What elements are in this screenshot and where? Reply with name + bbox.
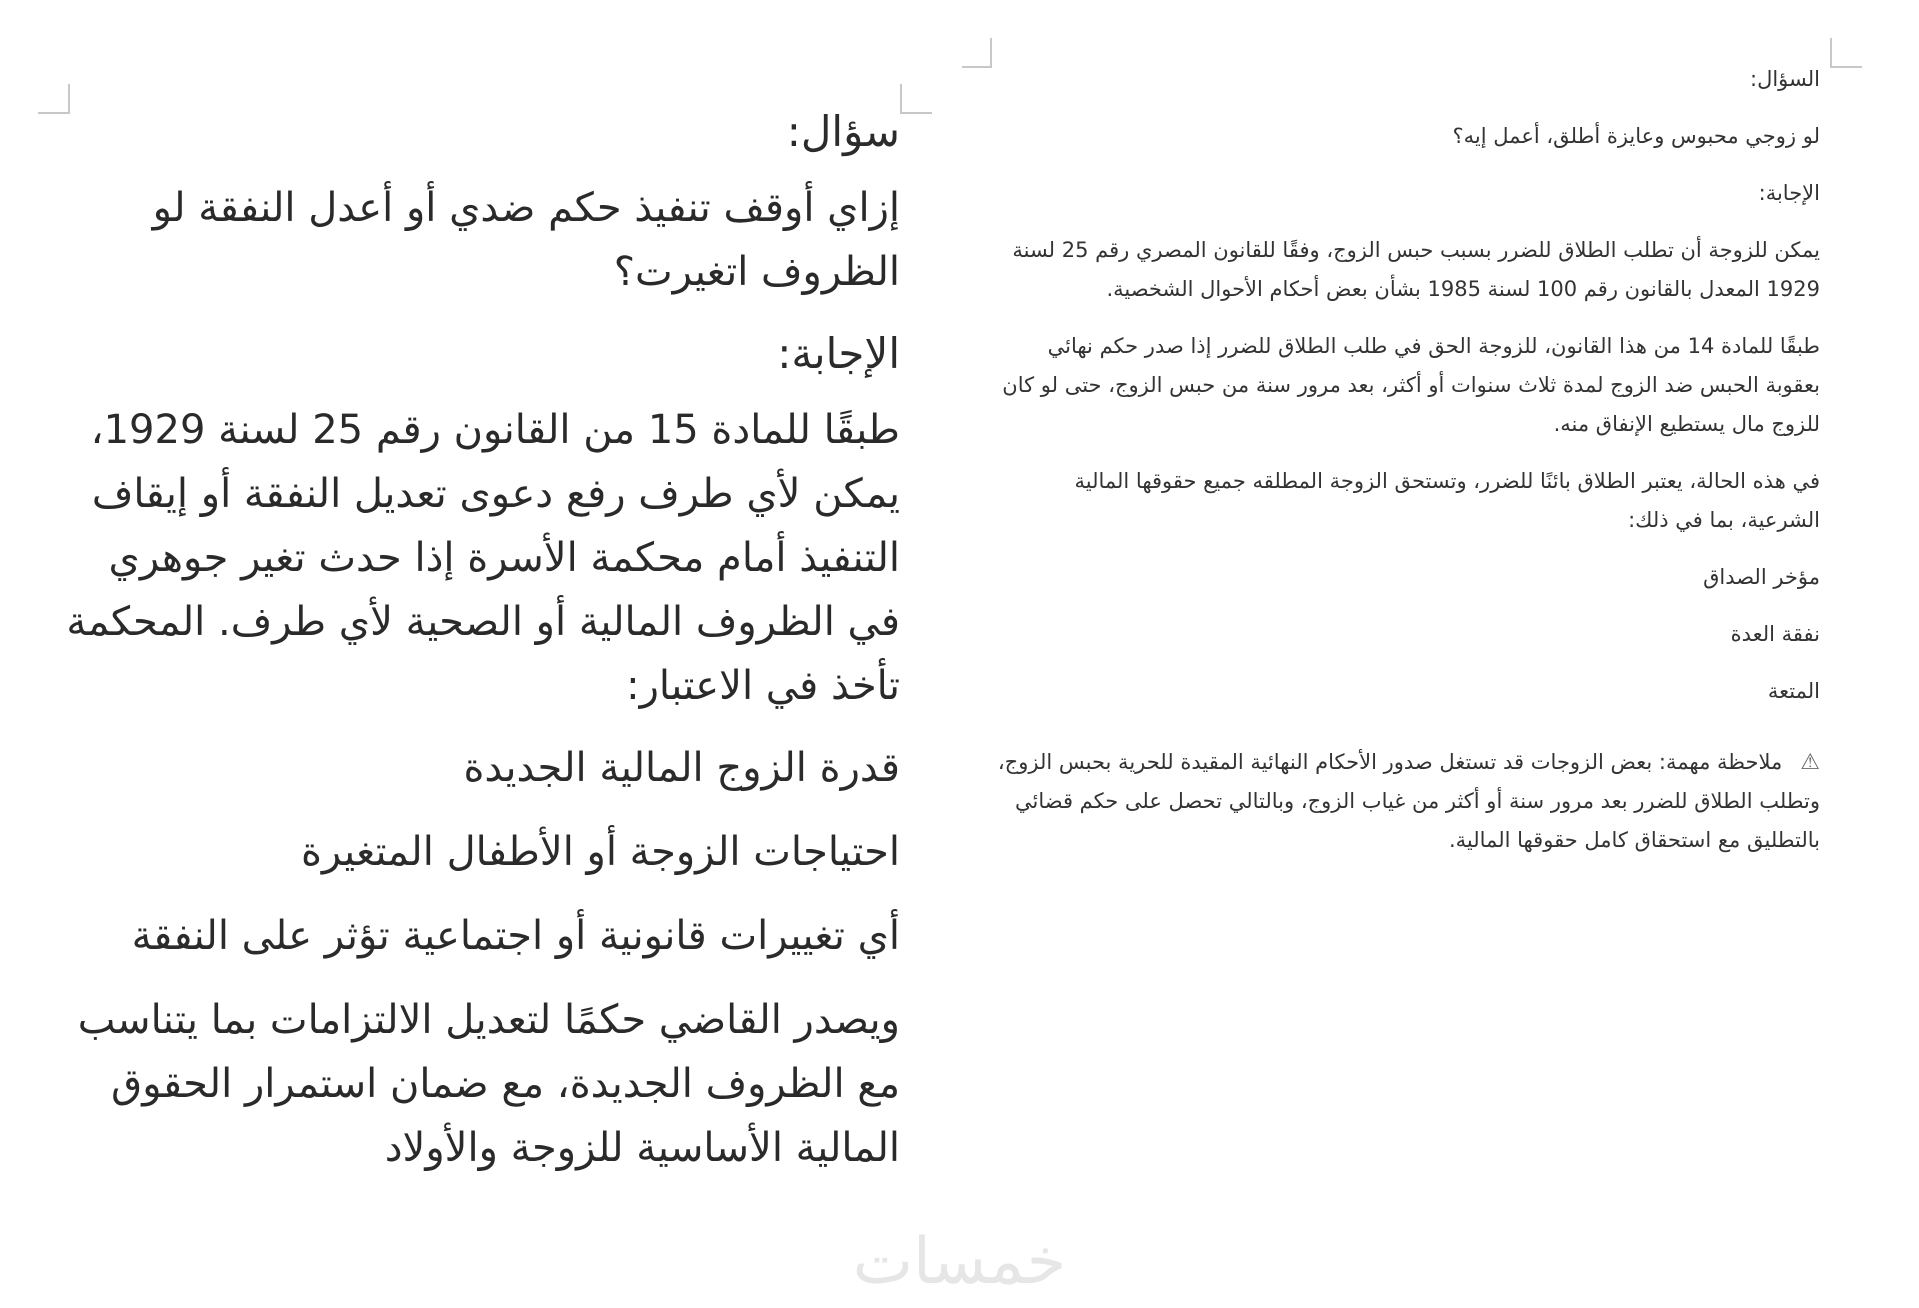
answer-paragraph: في هذه الحالة، يعتبر الطلاق بائنًا للضرر، وتستحق الزوجة المطلقه جميع حقوقها المالية الشرعية، بما في ذلك: <box>1074 469 1820 532</box>
right-document-page <box>990 60 1820 960</box>
crop-mark-right-top-outer <box>962 38 992 68</box>
consideration-item: قدرة الزوج المالية الجديدة <box>463 745 900 791</box>
answer-label: الإجابة: <box>1758 181 1820 205</box>
warning-icon: ⚠ <box>1800 750 1820 775</box>
answer-label: الإجابة: <box>777 329 900 378</box>
consideration-item: أي تغييرات قانونية أو اجتماعية تؤثر على النفقة <box>131 913 900 959</box>
right-item: نفقة العدة <box>1730 622 1820 646</box>
right-item: المتعة <box>1767 679 1820 703</box>
note-text: ملاحظة مهمة: بعض الزوجات قد تستغل صدور الأحكام النهائية المقيدة للحرية بحبس الزوج، وتطلب الطلاق للضرر بعد مرور سنة أو أكثر من غياب الزوج، وبالتالي تحصل على حكم قضائي بالتطليق مع استحقاق كامل حقوقها المالية. <box>997 750 1820 852</box>
watermark-logo: خمسات <box>852 1225 1067 1299</box>
consideration-item: احتياجات الزوجة أو الأطفال المتغيرة <box>300 829 900 875</box>
crop-mark-left-top-inner <box>900 84 932 114</box>
question-text: إزاي أوقف تنفيذ حكم ضدي أو أعدل النفقة لو الظروف اتغيرت؟ <box>152 185 900 295</box>
answer-text: طبقًا للمادة 15 من القانون رقم 25 لسنة 1929، يمكن لأي طرف رفع دعوى تعديل النفقة أو إيقاف التنفيذ أمام محكمة الأسرة إذا حدث تغير جوهري في الظروف المالية أو الصحية لأي طرف. المحكمة تأخذ في الاعتبار: <box>66 407 900 709</box>
right-item: مؤخر الصداق <box>1703 565 1820 589</box>
question-label: سؤال: <box>786 107 900 156</box>
answer-paragraph: يمكن للزوجة أن تطلب الطلاق للضرر بسبب حبس الزوج، وفقًا للقانون المصري رقم 25 لسنة 1929 المعدل بالقانون رقم 100 لسنة 1985 بشأن بعض أحكام الأحوال الشخصية. <box>1012 238 1820 301</box>
important-note <box>990 743 1820 860</box>
question-label: السؤال: <box>1750 67 1820 91</box>
conclusion-text: ويصدر القاضي حكمًا لتعديل الالتزامات بما يتناسب مع الظروف الجديدة، مع ضمان استمرار الحقوق المالية الأساسية للزوجة والأولاد <box>77 997 900 1171</box>
crop-mark-right-top-inner <box>1830 38 1862 68</box>
left-document-page <box>60 100 900 1260</box>
question-text: لو زوجي محبوس وعايزة أطلق، أعمل إيه؟ <box>1452 124 1820 148</box>
answer-paragraph: طبقًا للمادة 14 من هذا القانون، للزوجة الحق في طلب الطلاق للضرر إذا صدر حكم نهائي بعقوبة الحبس ضد الزوج لمدة ثلاث سنوات أو أكثر، بعد مرور سنة من حبس الزوج، حتى لو كان للزوج مال يستطيع الإنفاق منه. <box>1002 334 1820 436</box>
